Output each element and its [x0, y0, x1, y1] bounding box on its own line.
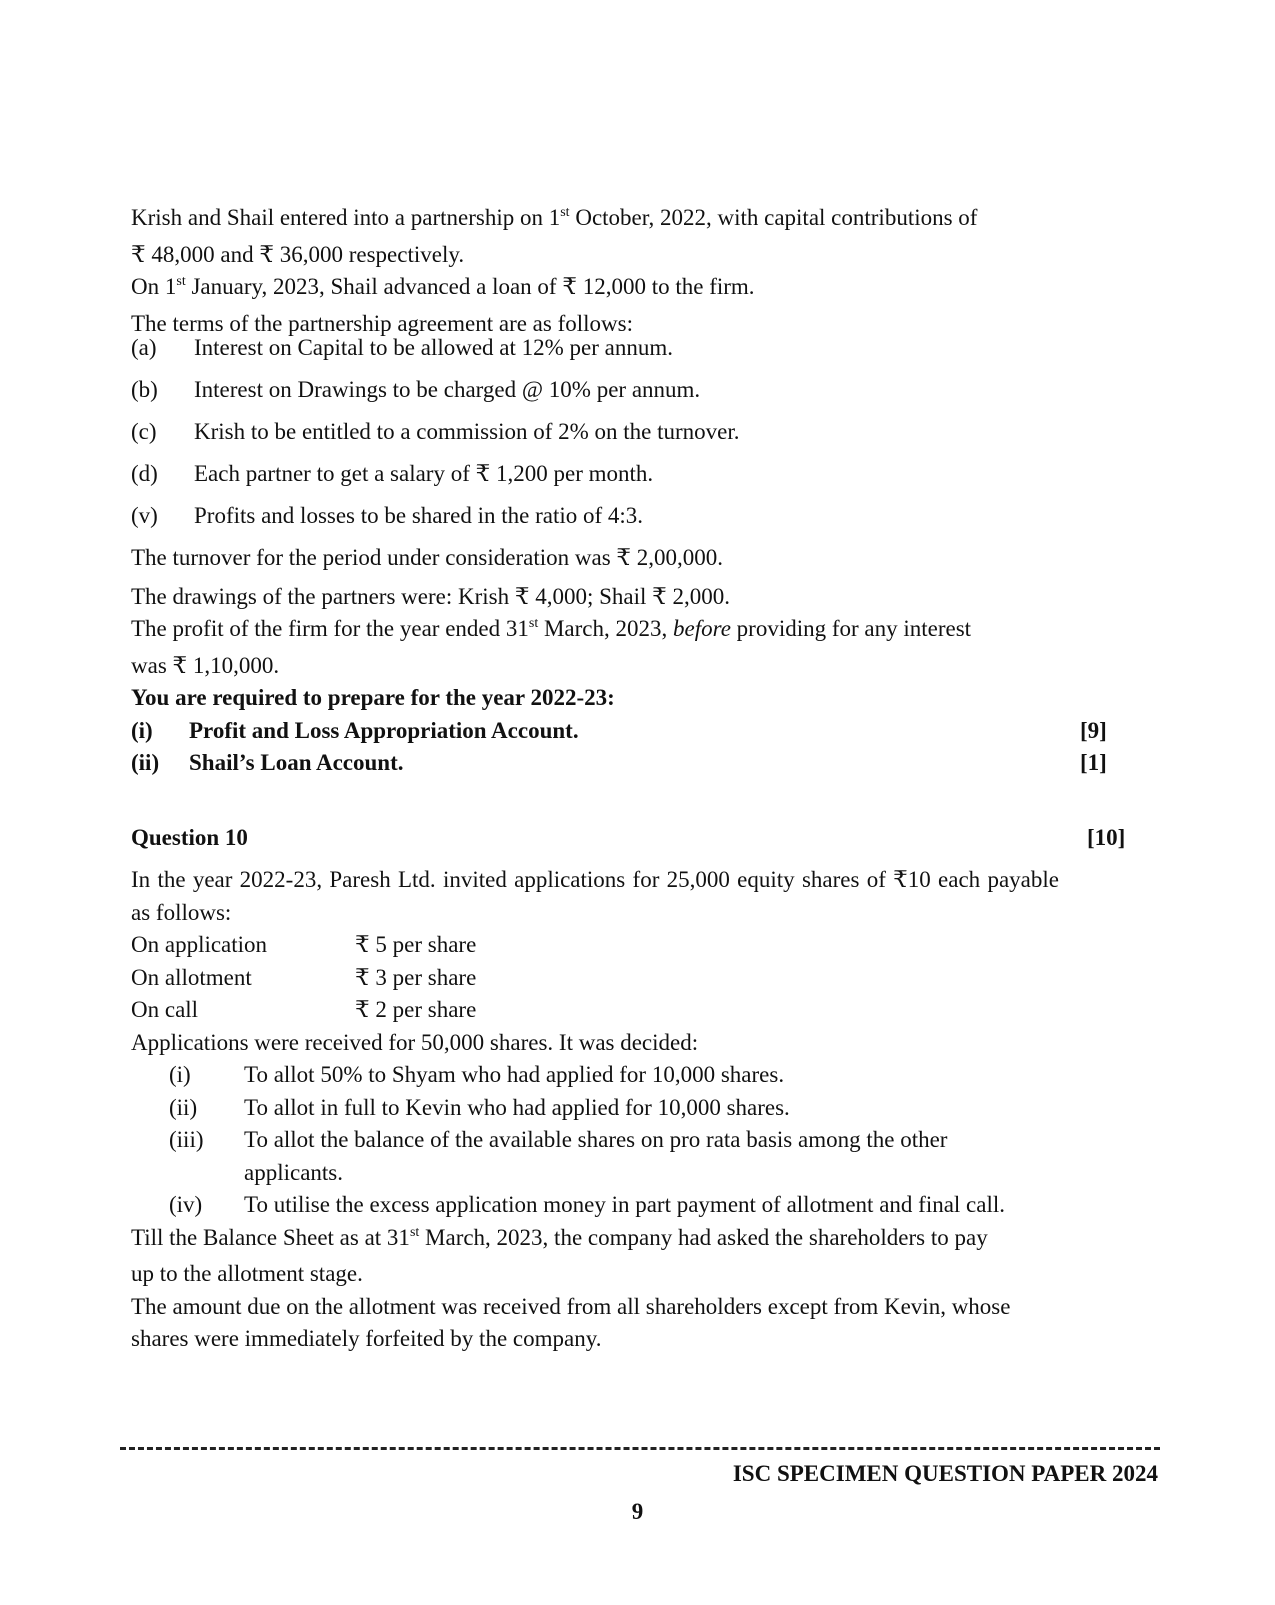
marks-badge: [1]: [1080, 750, 1107, 775]
question-10-body: [131, 864, 1059, 1356]
list-item: (iv) To utilise the excess application money in part payment of allotment and final call.: [169, 1192, 1005, 1217]
list-item: (c) Krish to be entitled to a commission of 2% on the turnover.: [131, 419, 740, 444]
question-title: Question 10: [131, 825, 248, 850]
q9-terms-heading: The terms of the partnership agreement are as follows:: [131, 310, 633, 336]
q9-intro-line-1: Krish and Shail entered into a partnership on 1st October, 2022, with capital contributions of: [131, 205, 978, 230]
list-item: (a) Interest on Capital to be allowed at 12% per annum.: [131, 335, 674, 360]
q9-loan-line: On 1st January, 2023, Shail advanced a loan of ₹ 12,000 to the firm.: [131, 274, 755, 299]
q10-applications: Applications were received for 50,000 shares. It was decided:: [131, 1029, 699, 1055]
q9-profit-line-2: was ₹ 1,10,000.: [131, 652, 280, 678]
q10-allotment-line-2: shares were immediately forfeited by the company.: [131, 1326, 602, 1351]
q9-required-heading: You are required to prepare for the year 2022-23:: [131, 685, 615, 710]
q10-allotment-line-1: The amount due on the allotment was received from all shareholders except from Kevin, whose: [131, 1293, 1011, 1319]
footer-divider: [120, 1447, 1160, 1450]
q9-details: [131, 542, 1151, 780]
schedule-row: On application ₹ 5 per share: [131, 932, 477, 957]
footer-title: ISC SPECIMEN QUESTION PAPER 2024: [732, 1461, 1158, 1486]
page-number: 9: [631, 1499, 644, 1524]
list-item: (b) Interest on Drawings to be charged @ 10% per annum.: [131, 377, 701, 402]
schedule-row: On call ₹ 2 per share: [131, 997, 477, 1022]
list-item: (iii) To allot the balance of the available shares on pro rata basis among the other applicants.: [169, 1127, 948, 1185]
q9-turnover: The turnover for the period under consideration was ₹ 2,00,000.: [131, 545, 724, 570]
list-item: (d) Each partner to get a salary of ₹ 1,200 per month.: [131, 461, 654, 486]
question-10-header: [131, 822, 1151, 855]
q9-profit-line-1: The profit of the firm for the year ended 31st March, 2023, before providing for any interest: [131, 616, 972, 641]
list-item: (ii) To allot in full to Kevin who had applied for 10,000 shares.: [169, 1094, 790, 1120]
list-item: (v) Profits and losses to be shared in the ratio of 4:3.: [131, 503, 644, 528]
schedule-row: On allotment ₹ 3 per share: [131, 964, 477, 990]
q10-balance-line-2: up to the allotment stage.: [131, 1261, 363, 1286]
q10-intro: In the year 2022-23, Paresh Ltd. invited applications for 25,000 equity shares of ₹10 each payable as follows:: [131, 867, 1059, 925]
q9-terms-list: [131, 332, 1151, 532]
q9-part-i: (i) Profit and Loss Appropriation Account. [9]: [131, 715, 1151, 748]
q9-part-ii: (ii) Shail’s Loan Account. [1]: [131, 747, 1151, 780]
marks-badge: [10]: [1087, 825, 1126, 850]
q10-balance-line-1: Till the Balance Sheet as at 31st March, 2023, the company had asked the shareholders to pay: [131, 1224, 988, 1250]
marks-badge: [9]: [1080, 717, 1107, 743]
q9-intro-line-2: ₹ 48,000 and ₹ 36,000 respectively.: [131, 241, 465, 267]
q9-drawings: The drawings of the partners were: Krish ₹ 4,000; Shail ₹ 2,000.: [131, 583, 731, 609]
list-item: (i) To allot 50% to Shyam who had applied for 10,000 shares.: [169, 1062, 785, 1087]
question-9-body: [131, 202, 1151, 340]
